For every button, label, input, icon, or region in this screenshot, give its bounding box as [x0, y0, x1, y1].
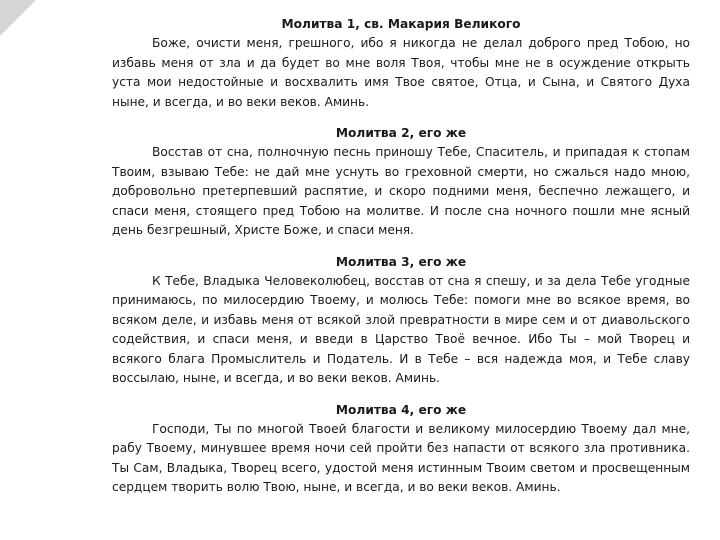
- prayer-3-title: Молитва 3, его же: [335, 254, 467, 269]
- prayer-1: [112, 14, 690, 112]
- prayer-2: [112, 123, 690, 241]
- prayer-2-title: Молитва 2, его же: [335, 126, 467, 140]
- prayer-1-text: Боже, очисти меня, грешного, ибо я никогда не делал доброго пред Тобою, но избавь меня от зла и да будет во мне воля Твоя, чтобы мне не в осуждение открыть уста мои недостойные и восхвалить имя Твое святое, Отца, и Сына, и Святого Духа ныне, и всегда, и во веки веков. Аминь.: [112, 36, 690, 109]
- prayer-2-text: Восстав от сна, полночную песнь приношу Тебе, Спаситель, и припадая к стопам Твоим, взываю Тебе: не дай мне уснуть во греховной смерти, но сжалься надо мною, добровольно претерпевший распятие, и скоро подними меня, беспечно лежащего, и спаси меня, стоящего пред Тобою на молитве. И после сна ночного пошли мне ясный день безгрешный, Христе Боже, и спаси меня.: [112, 145, 690, 237]
- prayer-1-title: Молитва 1, св. Макария Великого: [281, 17, 521, 31]
- slide-corner-decoration: [0, 0, 36, 36]
- prayer-3: [112, 252, 690, 389]
- prayer-4-title: Молитва 4, его же: [335, 402, 467, 417]
- prayer-document: [112, 14, 690, 509]
- prayer-4: [112, 400, 690, 498]
- prayer-3-text: К Тебе, Владыка Человеколюбец, восстав от сна я спешу, и за дела Тебе угодные принимаюсь, по милосердию Твоему, и молюсь Тебе: помоги мне во всякое время, во всяком деле, и избавь меня от всякой злой превратности в мире сем и от диавольского содействия, и спаси меня, и введи в Царство Твоё вечное. Ибо Ты – мой Творец и всякого блага Промыслитель и Податель. И в Тебе – вся надежда моя, и Тебе славу воссылаю, ныне, и всегда, и во веки веков. Аминь.: [112, 273, 690, 385]
- prayer-4-text: Господи, Ты по многой Твоей благости и великому милосердию Твоему дал мне, рабу Твоему, минувшее время ночи сей пройти без напасти от всякого зла противника. Ты Сам, Владыка, Творец всего, удостой меня истинным Твоим светом и просвещенным сердцем творить волю Твою, ныне, и всегда, и во веки веков. Аминь.: [112, 421, 690, 494]
